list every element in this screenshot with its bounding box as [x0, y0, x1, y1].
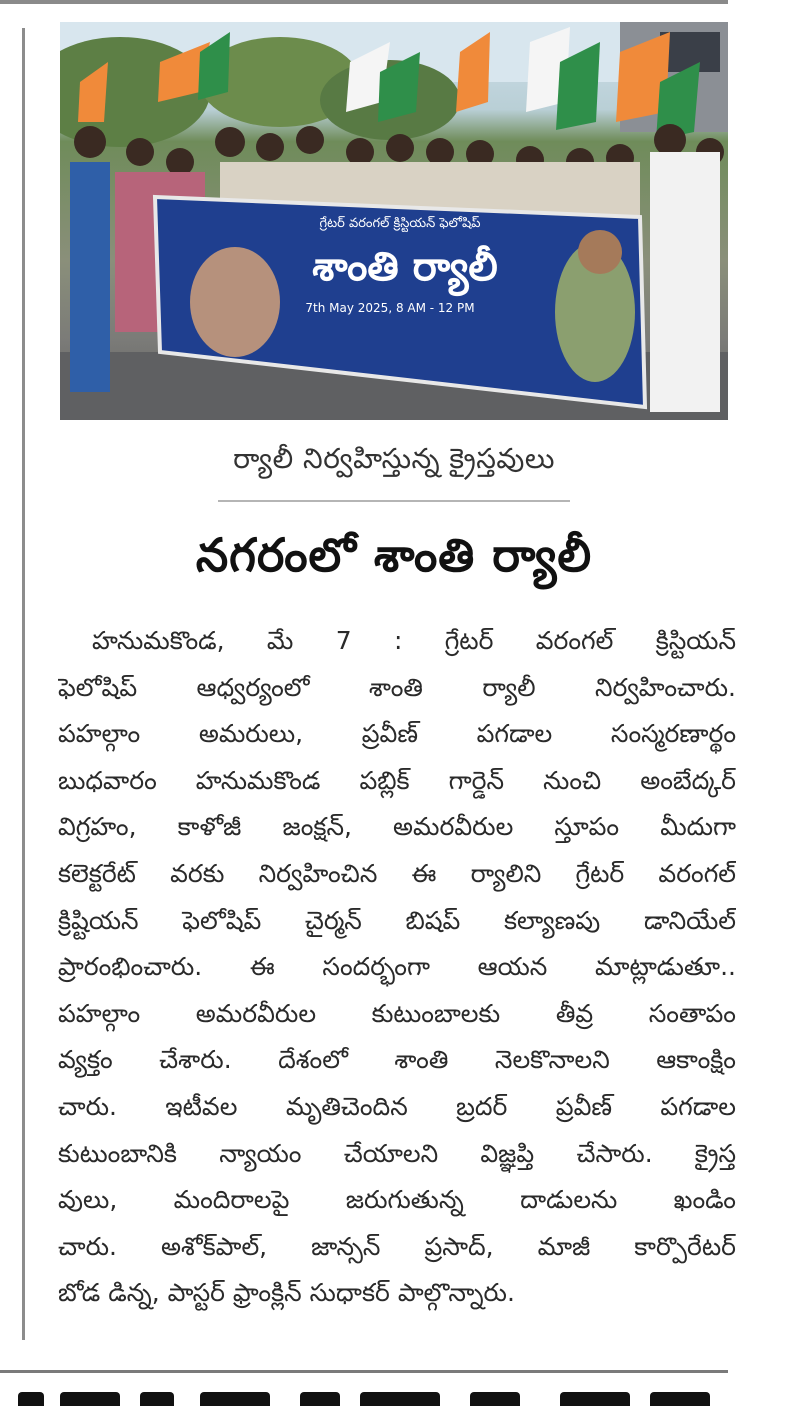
next-article-cutoff [0, 1388, 800, 1406]
body-line: బోడ డిన్న, పాస్టర్ ఫ్రాంక్లిన్ సుధాకర్ పాల్గొన్నారు. [58, 1278, 515, 1308]
caption-divider [218, 500, 570, 502]
body-line: ప్రారంభించారు. ఈ సందర్భంగా ఆయన మాట్లాడుతూ.. [58, 952, 736, 982]
body-line: పహల్గాం అమరవీరుల కుటుంబాలకు తీవ్ర సంతాపం [58, 998, 736, 1028]
banner-title: శాంతి ర్యాలీ [312, 244, 498, 290]
body-line: వులు, మందిరాలపై జరుగుతున్న దాడులను ఖండిం [58, 1185, 736, 1215]
photo-caption: ర్యాలీ నిర్వహిస్తున్న క్రైస్తవులు [233, 442, 555, 475]
body-line: ఫెలోషిప్ ఆధ్వర్యంలో శాంతి ర్యాలీ నిర్వహించారు. [58, 672, 736, 702]
body-line: చారు. అశోక్‌పాల్, జాన్సన్ ప్రసాద్, మాజీ కార్పొరేటర్ [58, 1231, 736, 1261]
column-divider [22, 28, 25, 1340]
body-line: చారు. ఇటీవల మృతిచెందిన బ్రదర్ ప్రవీణ్ పగడాల [58, 1091, 736, 1121]
body-line: కుటుంబానికి న్యాయం చేయాలని విజ్ఞప్తి చేసారు. క్రైస్త [58, 1138, 736, 1168]
bottom-divider [0, 1370, 728, 1373]
banner-date: 7th May 2025, 8 AM - 12 PM [305, 301, 475, 315]
body-line: హనుమకొండ, మే 7 : గ్రేటర్ వరంగల్ క్రిస్టియన్ [92, 626, 736, 655]
body-line: విగ్రహం, కాళోజీ జంక్షన్, అమరవీరుల స్తూపం మీదుగా [58, 812, 736, 842]
body-line: కలెక్టరేట్ వరకు నిర్వహించిన ఈ ర్యాలిని గ్రేటర్ వరంగల్ [58, 858, 736, 888]
article-body [58, 618, 736, 1317]
article-headline: నగరంలో శాంతి ర్యాలీ [195, 528, 593, 582]
body-line: బుధవారం హనుమకొండ పబ్లిక్ గార్డెన్ నుంచి అంబేద్కర్ [58, 765, 736, 795]
banner-subtitle: గ్రేటర్ వరంగల్ క్రిస్టియన్ ఫెలోషిప్ [319, 216, 481, 231]
body-line: వ్యక్తం చేశారు. దేశంలో శాంతి నెలకొనాలని ఆకాంక్షిం [58, 1045, 736, 1075]
top-divider [0, 0, 728, 4]
body-line: క్రిష్టియన్ ఫెలోషిప్ చైర్మన్ బిషప్ కల్యాణపు డానియేల్ [58, 905, 736, 935]
body-line: పహల్గాం అమరులు, ప్రవీణ్ పగడాల సంస్మరణార్థం [58, 719, 736, 749]
news-photo [60, 22, 728, 420]
